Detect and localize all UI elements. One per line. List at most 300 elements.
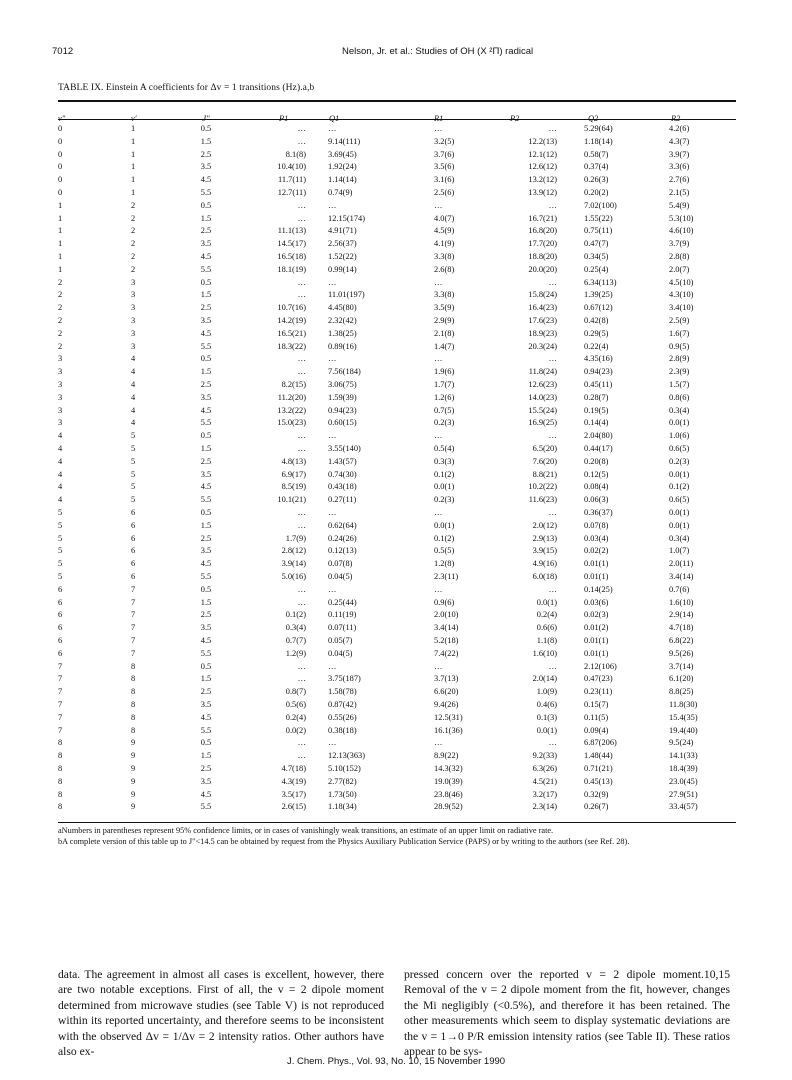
table-cell: 7 — [58, 700, 63, 709]
table-cell: 3.3(6) — [669, 162, 690, 172]
table-cell: 7.56(184) — [328, 367, 361, 377]
table-cell: 0.0(1) — [536, 725, 557, 735]
table-cell: 4.5 — [200, 175, 212, 185]
table-row — [58, 495, 736, 506]
table-cell: 8.1(8) — [285, 149, 306, 159]
table-cell: 4.5 — [200, 252, 212, 261]
table-cell: 3 — [131, 316, 136, 325]
table-cell: 2 — [58, 328, 63, 338]
table-cell: 0.5 — [200, 200, 212, 210]
table-cell: 0.08(4) — [584, 482, 609, 492]
table-cell: 1 — [131, 136, 136, 146]
table-cell: 17.7(20) — [528, 239, 557, 249]
table-cell: 1 — [131, 175, 136, 185]
table-cell: 0.2(4) — [285, 712, 306, 722]
table-cell: 6 — [131, 508, 136, 517]
table-cell: 7.4(22) — [434, 648, 459, 658]
table-cell: 0.5 — [200, 124, 212, 133]
table-row — [58, 252, 736, 263]
table-cell: 7 — [131, 648, 136, 658]
table-cell: 28.9(52) — [434, 802, 463, 812]
table-cell: 8 — [131, 687, 136, 697]
table-cell: 6.8(22) — [669, 636, 694, 645]
table-cell: 2.6(15) — [281, 802, 306, 812]
table-cell: 9 — [131, 802, 136, 812]
table-cell: 1.7(7) — [434, 380, 455, 389]
table-cell: 0.24(26) — [328, 533, 357, 543]
page-number: 7012 — [52, 46, 74, 57]
table-cell: 4.3(7) — [669, 136, 690, 146]
table-cell: 2.1(5) — [669, 188, 690, 197]
table-cell: … — [328, 738, 337, 748]
table-cell: 12.13(363) — [328, 751, 365, 761]
table-cell: 0.62(64) — [328, 520, 357, 530]
table-cell: 5.10(152) — [328, 764, 361, 773]
table-cell: 2.5 — [200, 226, 212, 236]
table-cell: 2.3(14) — [532, 802, 557, 812]
table-cell: 0.94(23) — [328, 405, 357, 415]
table-cell: 1 — [131, 124, 136, 133]
table-cell: 2.3(11) — [434, 572, 459, 581]
table-cell: 3.3(8) — [434, 290, 455, 300]
table-cell: 8 — [58, 789, 63, 799]
table-cell: … — [328, 584, 337, 594]
table-row — [58, 290, 736, 301]
table-cell: 4.5 — [200, 712, 212, 722]
table-row — [58, 687, 736, 698]
table-cell: 0.22(4) — [584, 341, 609, 351]
table-cell: 2.9(9) — [434, 316, 455, 325]
table-cell: 2 — [131, 200, 136, 210]
table-cell: 18.1(19) — [277, 264, 306, 274]
table-cell: … — [297, 661, 306, 671]
table-cell: 0.1(2) — [285, 610, 306, 620]
table-cell: 11.01(197) — [328, 290, 365, 300]
table-cell: 12.6(23) — [528, 380, 557, 389]
table-cell: 1.92(24) — [328, 162, 357, 172]
table-cell: 9 — [131, 789, 136, 799]
table-cell: 2.5 — [200, 533, 212, 543]
table-cell: 2.5(9) — [669, 316, 690, 325]
table-cell: 18.4(39) — [669, 764, 698, 773]
table-cell: … — [434, 277, 443, 287]
table-cell: 5.5 — [200, 572, 212, 581]
table-cell: 0.3(4) — [669, 533, 690, 543]
table-cell: 7 — [58, 725, 63, 735]
table-cell: 0.5 — [200, 738, 212, 748]
table-cell: 1.73(50) — [328, 789, 357, 799]
table-cell: 2 — [131, 226, 136, 236]
table-cell: 12.7(11) — [277, 188, 306, 197]
table-cell: 1 — [58, 239, 63, 249]
column-header: v′ — [131, 114, 137, 123]
table-cell: 6.34(113) — [584, 277, 617, 287]
table-cell: 5 — [131, 456, 136, 466]
table-cell: 7 — [58, 712, 63, 722]
table-cell: 9.14(111) — [328, 136, 361, 146]
table-cell: 7.02(100) — [584, 200, 617, 210]
table-row — [58, 444, 736, 455]
table-cell: 7.6(20) — [532, 456, 557, 466]
table-cell: 1 — [58, 252, 63, 261]
table-cell: 0.38(18) — [328, 725, 357, 735]
table-cell: … — [297, 200, 306, 210]
table-cell: 2.77(82) — [328, 776, 357, 786]
table-cell: 3 — [131, 277, 136, 287]
table-cell: 33.4(57) — [669, 802, 698, 812]
table-cell: 0.3(4) — [285, 623, 306, 633]
table-cell: … — [548, 738, 557, 748]
table-cell: 2.3(9) — [669, 367, 690, 377]
table-row — [58, 559, 736, 570]
table-cell: 1.2(9) — [285, 648, 306, 658]
table-cell: … — [328, 431, 337, 441]
table-cell: 4.9(16) — [532, 559, 557, 569]
table-cell: 8 — [131, 700, 136, 709]
table-cell: 5.5 — [200, 802, 212, 812]
table-cell: 16.5(18) — [277, 252, 306, 261]
table-cell: 3.4(14) — [434, 623, 459, 633]
table-cell: 3.75(187) — [328, 674, 361, 684]
table-cell: 3 — [58, 380, 63, 389]
table-cell: 3.9(7) — [669, 149, 690, 159]
table-cell: 2.0(14) — [532, 674, 557, 684]
table-cell: … — [297, 354, 306, 364]
table-row — [58, 482, 736, 493]
table-cell: 2.0(12) — [532, 520, 557, 530]
table-cell: 5.2(18) — [434, 636, 459, 645]
table-cell: 0.60(15) — [328, 418, 357, 428]
table-cell: 0.15(7) — [584, 700, 609, 709]
table-cell: … — [434, 508, 443, 517]
table-cell: 1.14(14) — [328, 175, 357, 185]
table-cell: 2.7(6) — [669, 175, 690, 185]
table-row — [58, 303, 736, 314]
table-cell: 0.47(7) — [584, 239, 609, 249]
table-cell: 8.2(15) — [281, 380, 306, 389]
table-cell: 5 — [58, 572, 63, 581]
table-cell: 0.74(30) — [328, 469, 357, 479]
table-cell: 3.55(140) — [328, 444, 361, 453]
table-cell: 3.5 — [200, 623, 212, 633]
table-cell: 0.67(12) — [584, 303, 613, 313]
table-cell: 4 — [131, 392, 136, 402]
table-cell: 6 — [58, 610, 63, 620]
table-cell: 5 — [58, 559, 63, 569]
table-cell: 8 — [58, 751, 63, 761]
table-cell: 4.5 — [200, 636, 212, 645]
table-cell: 4.5(21) — [532, 776, 557, 786]
table-cell: 6 — [131, 546, 136, 556]
table-bottom-rule — [58, 822, 736, 823]
table-cell: 11.8(30) — [669, 700, 698, 709]
table-cell: 4.6(10) — [669, 226, 694, 236]
table-cell: 0.5 — [200, 431, 212, 441]
table-cell: 5.3(10) — [669, 213, 694, 223]
table-cell: 1 — [58, 264, 63, 274]
table-cell: 2 — [58, 316, 63, 325]
table-cell: 3.9(15) — [532, 546, 557, 556]
table-cell: 0.6(5) — [669, 495, 690, 505]
table-row — [58, 201, 736, 212]
table-cell: 8 — [58, 776, 63, 786]
table-cell: 11.8(24) — [528, 367, 557, 377]
table-cell: 3.3(8) — [434, 252, 455, 261]
table-cell: 2.0(7) — [669, 264, 690, 274]
table-cell: 0.9(5) — [669, 341, 690, 351]
table-cell: 8 — [131, 674, 136, 684]
table-cell: … — [297, 213, 306, 223]
table-cell: 3 — [131, 303, 136, 313]
table-cell: 18.9(23) — [528, 328, 557, 338]
table-cell: 1.18(34) — [328, 802, 357, 812]
table-cell: 4 — [131, 380, 136, 389]
table-cell: … — [297, 508, 306, 517]
table-cell: 3.5 — [200, 162, 212, 172]
table-cell: 0.12(13) — [328, 546, 357, 556]
table-cell: 15.8(24) — [528, 290, 557, 300]
table-cell: 2 — [58, 290, 63, 300]
table-cell: 0.02(3) — [584, 610, 609, 620]
table-cell: 11.2(20) — [277, 392, 306, 402]
table-cell: 4.5 — [200, 559, 212, 569]
table-cell: 0.7(5) — [434, 405, 455, 415]
table-cell: 27.9(51) — [669, 789, 698, 799]
table-cell: 2.5(6) — [434, 188, 455, 197]
table-cell: 0.5(5) — [434, 546, 455, 556]
table-cell: 0.25(4) — [584, 264, 609, 274]
table-cell: 12.5(31) — [434, 712, 463, 722]
table-cell: 0.25(44) — [328, 597, 357, 607]
table-cell: 0.0(1) — [434, 520, 455, 530]
table-cell: 0.37(4) — [584, 162, 609, 172]
table-cell: 2.0(11) — [669, 559, 694, 569]
table-cell: 4.5 — [200, 328, 212, 338]
table-cell: 9.5(24) — [669, 738, 694, 748]
table-cell: 0.5 — [200, 661, 212, 671]
column-header: Q2 — [588, 114, 599, 123]
table-cell: 9.4(26) — [434, 700, 459, 709]
table-cell: 1.48(44) — [584, 751, 613, 761]
table-cell: 9 — [131, 738, 136, 748]
table-cell: … — [297, 584, 306, 594]
column-header: P1 — [279, 114, 289, 123]
table-cell: 1.58(78) — [328, 687, 357, 697]
table-cell: 1.0(6) — [669, 431, 690, 441]
table-cell: 9.5(26) — [669, 648, 694, 658]
table-cell: 0.04(5) — [328, 572, 353, 581]
table-cell: … — [548, 584, 557, 594]
table-cell: 0.1(2) — [434, 533, 455, 543]
table-row — [58, 521, 736, 532]
table-cell: 1.59(39) — [328, 392, 357, 402]
table-cell: 10.2(22) — [528, 482, 557, 492]
table-cell: 2.1(8) — [434, 328, 455, 338]
table-cell: 1.5 — [200, 290, 212, 300]
table-cell: 10.1(21) — [277, 495, 306, 505]
table-cell: 0.34(5) — [584, 252, 609, 261]
table-cell: 1.4(7) — [434, 341, 455, 351]
table-cell: 5.0(16) — [281, 572, 306, 581]
table-cell: 1.39(25) — [584, 290, 613, 300]
table-cell: … — [297, 367, 306, 377]
table-row — [58, 802, 736, 813]
table-cell: 0.26(3) — [584, 175, 609, 185]
table-cell: 2.5 — [200, 149, 212, 159]
table-cell: … — [548, 354, 557, 364]
table-cell: 2.9(13) — [532, 533, 557, 543]
table-caption: TABLE IX. Einstein A coefficients for Δv = 1 transitions (Hz).a,b — [58, 83, 315, 93]
table-cell: 0.20(2) — [584, 188, 609, 197]
table-cell: … — [548, 124, 557, 133]
table-cell: 4.3(10) — [669, 290, 694, 300]
table-cell: 5.5 — [200, 188, 212, 197]
table-cell: 6 — [58, 636, 63, 645]
table-cell: 0.01(2) — [584, 623, 609, 633]
table-cell: 16.5(21) — [277, 328, 306, 338]
table-cell: 1.43(57) — [328, 456, 357, 466]
table-cell: … — [297, 751, 306, 761]
table-cell: 5 — [131, 482, 136, 492]
table-cell: 0.19(5) — [584, 405, 609, 415]
table-cell: 2.6(8) — [434, 264, 455, 274]
table-row — [58, 508, 736, 519]
table-cell: 4 — [58, 482, 63, 492]
table-cell: 7 — [131, 636, 136, 645]
table-cell: 6.3(26) — [532, 764, 557, 773]
table-cell: 0.07(8) — [328, 559, 353, 569]
table-row — [58, 572, 736, 583]
table-cell: … — [297, 277, 306, 287]
table-cell: 5 — [58, 546, 63, 556]
table-cell: 2.04(80) — [584, 431, 613, 441]
table-cell: 0.07(11) — [328, 623, 357, 633]
table-cell: … — [434, 661, 443, 671]
table-cell: 0.7(6) — [669, 584, 690, 594]
table-cell: … — [297, 444, 306, 453]
table-cell: 6.1(20) — [669, 674, 694, 684]
table-cell: 0.55(26) — [328, 712, 357, 722]
table-cell: 12.6(12) — [528, 162, 557, 172]
table-cell: 0.75(11) — [584, 226, 613, 236]
table-cell: 2 — [58, 341, 63, 351]
table-cell: 4.91(71) — [328, 226, 357, 236]
table-cell: 1.7(9) — [285, 533, 306, 543]
table-row — [58, 265, 736, 276]
table-cell: 4 — [58, 469, 63, 479]
table-cell: 2 — [131, 264, 136, 274]
table-cell: 13.2(12) — [528, 175, 557, 185]
table-cell: 3.5(6) — [434, 162, 455, 172]
table-cell: … — [328, 124, 337, 133]
table-cell: 8 — [58, 738, 63, 748]
table-cell: 8 — [58, 802, 63, 812]
table-cell: 11.6(23) — [528, 495, 557, 505]
table-cell: 1.0(7) — [669, 546, 690, 556]
table-cell: … — [297, 520, 306, 530]
body-column-left: data. The agreement in almost all cases is excellent, however, there are two notable exceptions. First of all, the v = 2 dipole moment determined from microwave studies (see Table V) is not reproduced within its reported uncertainty, and therefore seems to be inconsistent with the observed Δv = 1/Δv = 2 intensity ratios. Other authors have also ex- — [58, 968, 384, 1059]
table-cell: 0.5 — [200, 508, 212, 517]
table-cell: 1.1(8) — [536, 636, 557, 645]
table-cell: 0.01(1) — [584, 559, 609, 569]
table-cell: 0.26(7) — [584, 802, 609, 812]
table-cell: 0.1(2) — [434, 469, 455, 479]
table-cell: 2.5 — [200, 610, 212, 620]
table-cell: 4.35(16) — [584, 354, 613, 364]
table-cell: 0.9(6) — [434, 597, 455, 607]
table-cell: 3.5 — [200, 392, 212, 402]
table-cell: 5 — [58, 508, 63, 517]
table-cell: 6 — [131, 520, 136, 530]
table-cell: 3 — [58, 392, 63, 402]
table-cell: 5.5 — [200, 264, 212, 274]
table-cell: 4.3(19) — [281, 776, 306, 786]
table-cell: 0.7(7) — [285, 636, 306, 645]
table-cell: 6.0(18) — [532, 572, 557, 581]
table-cell: 1.6(7) — [669, 328, 690, 338]
table-row — [58, 226, 736, 237]
table-cell: 14.0(23) — [528, 392, 557, 402]
table-cell: … — [297, 431, 306, 441]
table-cell: 0.28(7) — [584, 392, 609, 402]
table-cell: 5 — [131, 431, 136, 441]
table-cell: 0.94(23) — [584, 367, 613, 377]
table-cell: 1.18(14) — [584, 136, 613, 146]
table-cell: 0.45(11) — [584, 380, 613, 389]
table-cell: 5 — [131, 444, 136, 453]
table-cell: 0.5 — [200, 277, 212, 287]
table-cell: 1 — [131, 188, 136, 197]
table-cell: 0.05(7) — [328, 636, 353, 645]
table-row — [58, 162, 736, 173]
table-cell: 0.11(19) — [328, 610, 357, 620]
table-cell: 0.01(1) — [584, 636, 609, 645]
table-cell: 16.8(20) — [528, 226, 557, 236]
table-cell: … — [297, 290, 306, 300]
table-cell: 1.5 — [200, 213, 212, 223]
table-cell: 3.5 — [200, 239, 212, 249]
table-cell: 5.5 — [200, 341, 212, 351]
table-cell: 7 — [58, 661, 63, 671]
table-cell: 17.6(23) — [528, 316, 557, 325]
table-cell: 4.5 — [200, 789, 212, 799]
table-cell: … — [328, 508, 337, 517]
table-cell: 0.1(3) — [536, 712, 557, 722]
table-cell: … — [434, 354, 443, 364]
table-cell: 0.4(6) — [536, 700, 557, 709]
table-cell: … — [297, 738, 306, 748]
table-cell: 4 — [131, 418, 136, 428]
table-row — [58, 354, 736, 365]
table-cell: 2.8(12) — [281, 546, 306, 556]
column-header: J" — [202, 114, 210, 123]
table-cell: … — [434, 738, 443, 748]
table-cell: 2.8(9) — [669, 354, 690, 364]
table-row — [58, 316, 736, 327]
table-cell: 7 — [131, 597, 136, 607]
table-cell: 3.7(6) — [434, 149, 455, 159]
table-cell: 3.7(14) — [669, 661, 694, 671]
table-cell: 1.9(6) — [434, 367, 455, 377]
table-cell: 18.8(20) — [528, 252, 557, 261]
column-header: P2 — [510, 114, 520, 123]
table-cell: 0.09(4) — [584, 725, 609, 735]
table-row — [58, 393, 736, 404]
table-cell: 9 — [131, 776, 136, 786]
table-cell: 2.5 — [200, 687, 212, 697]
table-cell: 2.5 — [200, 303, 212, 313]
table-cell: 0.12(5) — [584, 469, 609, 479]
